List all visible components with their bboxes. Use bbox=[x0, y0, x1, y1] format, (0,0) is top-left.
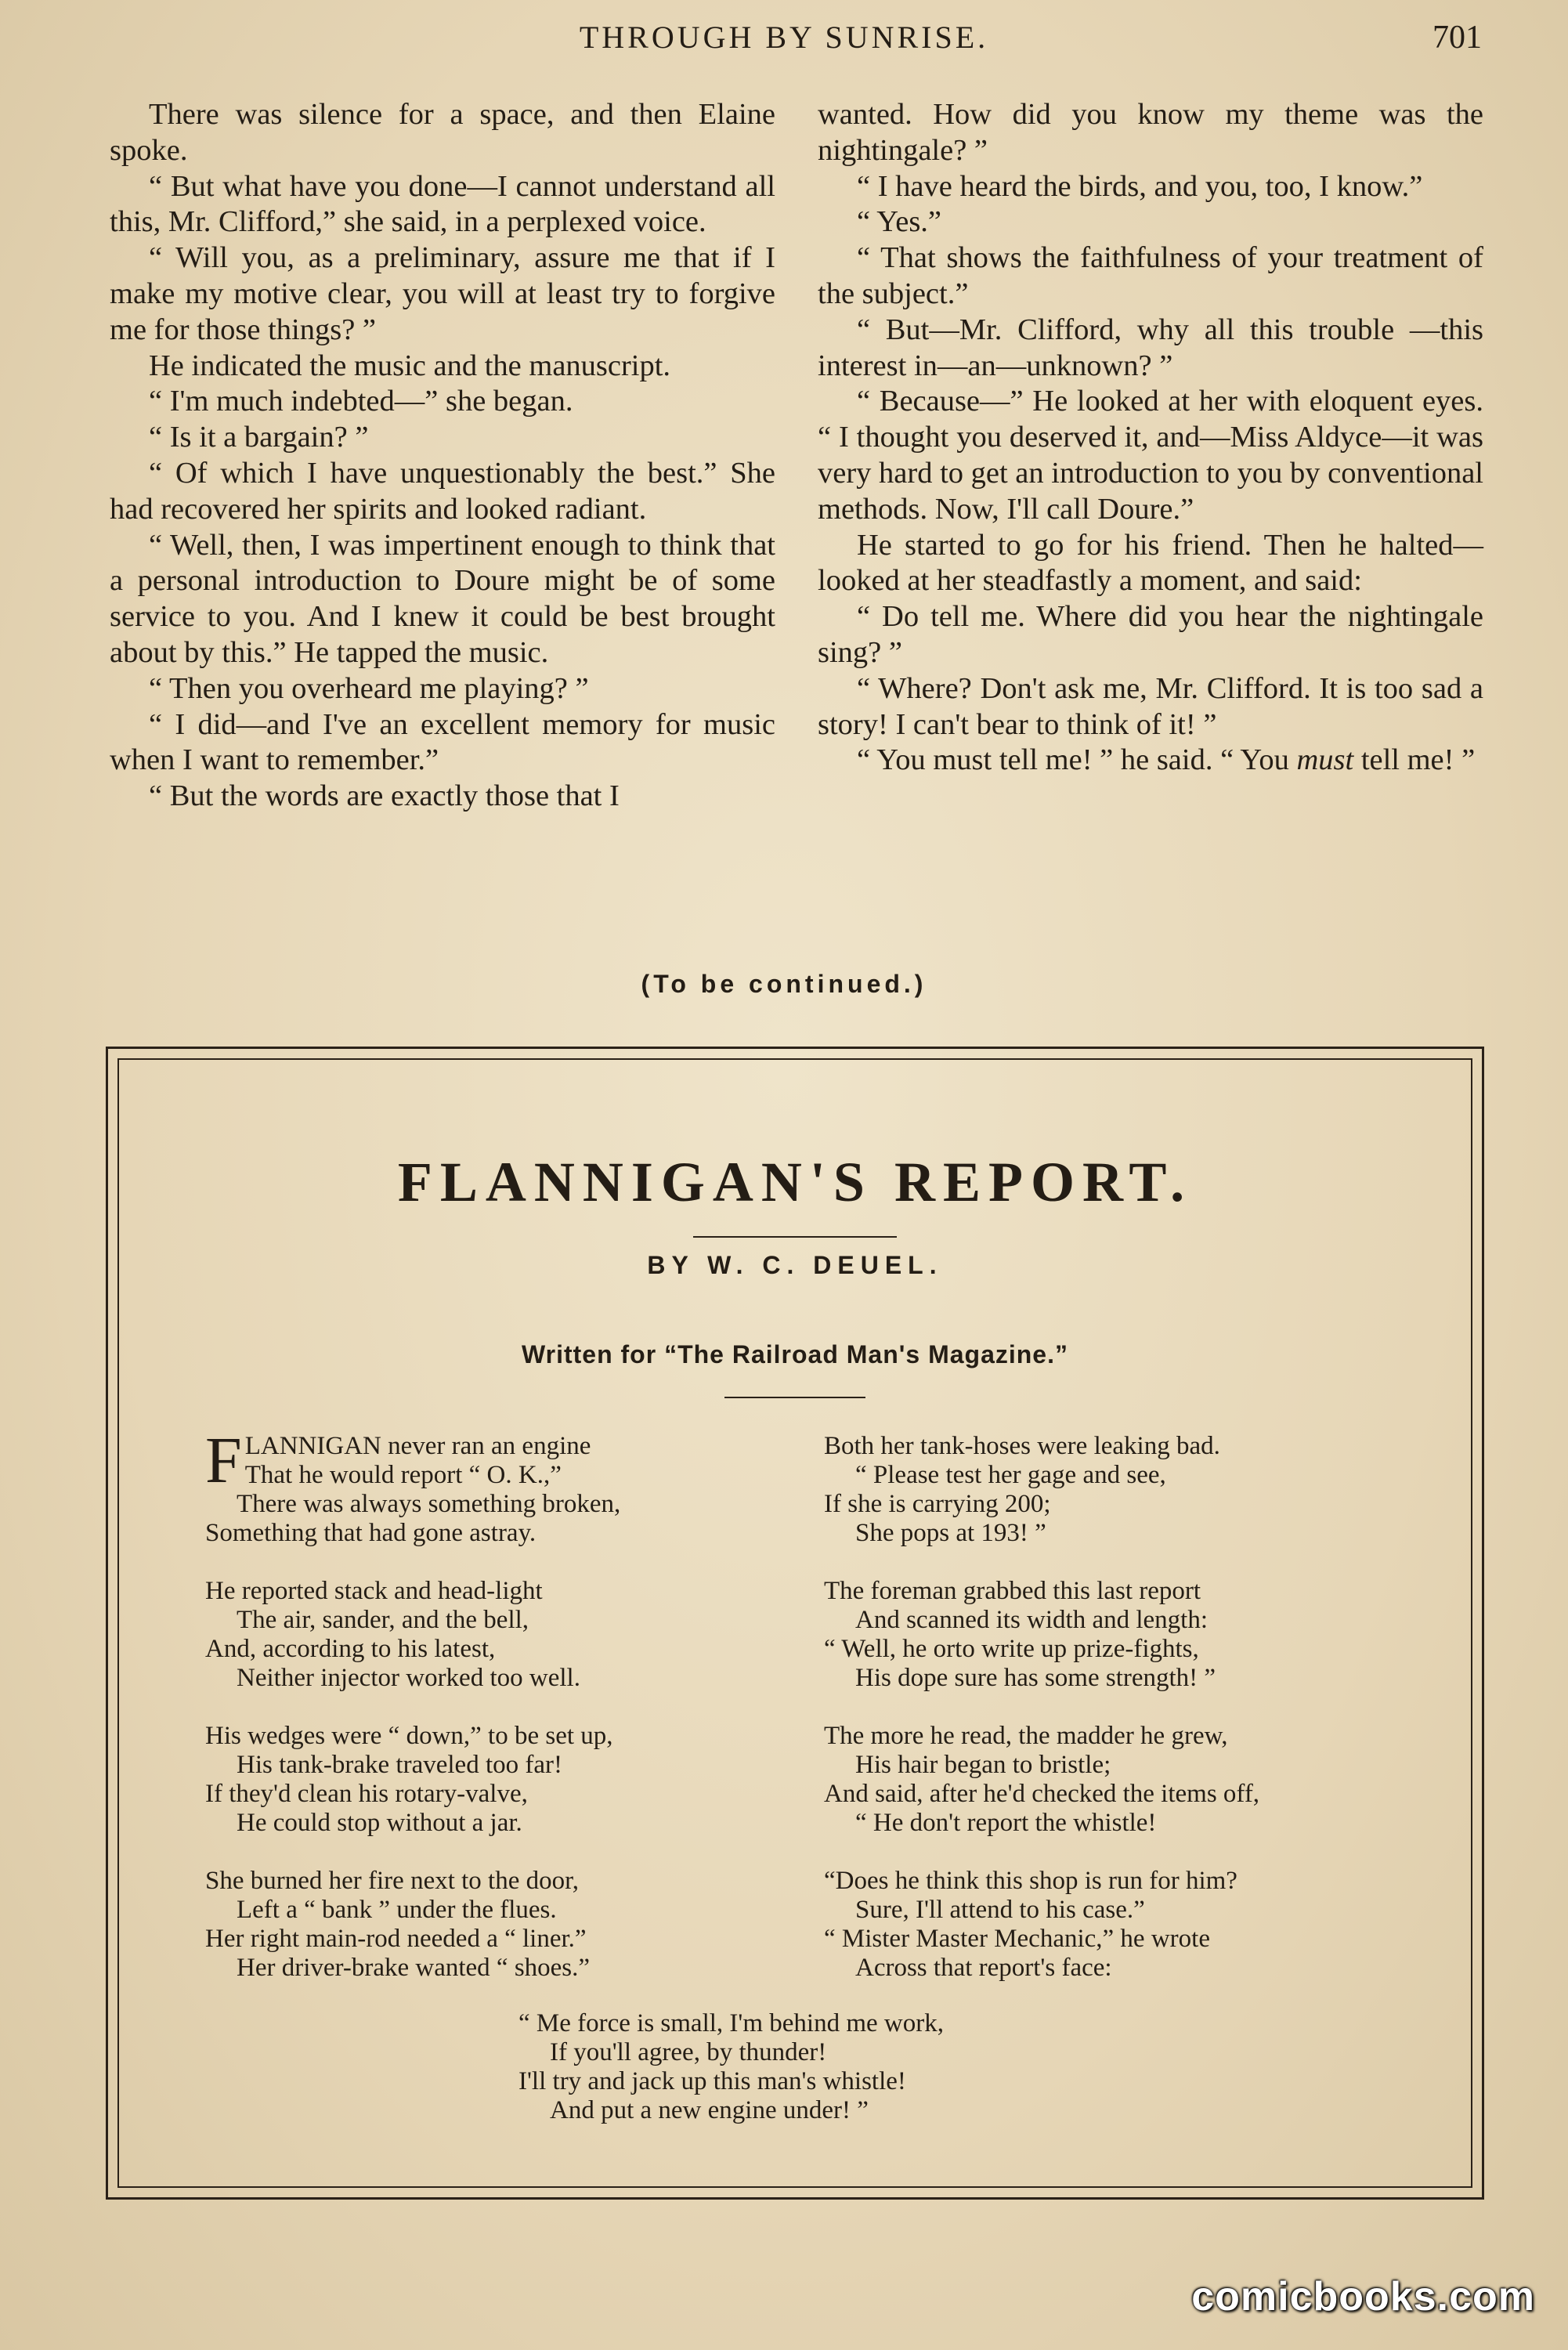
poem-final-stanza bbox=[518, 2009, 944, 2125]
story-paragraph: “ Well, then, I was impertinent enough to think that a personal introduction to Doure might be of some service to you. And I knew it could be best brought about by this.” He tapped the music. bbox=[110, 528, 775, 669]
byline-rule bbox=[724, 1397, 865, 1398]
to-be-continued: (To be continued.) bbox=[641, 970, 927, 998]
poem-line bbox=[824, 1751, 1451, 1780]
written-for-note: Written for “The Railroad Man's Magazine.” bbox=[522, 1340, 1068, 1368]
story-paragraph: “ But the words are exactly those that I bbox=[149, 779, 620, 813]
paragraph-text: He started to go for his friend. Then he halted—looked at her steadfastly a moment, and said: bbox=[818, 528, 1483, 598]
page-header bbox=[0, 19, 1568, 66]
paragraph-text: “ I have heard the birds, and you, too, I know.” bbox=[857, 169, 1423, 203]
poem-line bbox=[824, 1780, 1451, 1809]
poem-line bbox=[205, 1635, 832, 1664]
poem-line bbox=[205, 1809, 832, 1838]
poem-line-text: And said, after he'd checked the items off, bbox=[824, 1780, 1260, 1808]
poem-line-text: And, according to his latest, bbox=[205, 1635, 496, 1663]
poem-column-left bbox=[205, 1424, 832, 2012]
poem-line bbox=[824, 1925, 1451, 1954]
poem-line-text: LANNIGAN never ran an engine bbox=[244, 1432, 591, 1460]
poem-line-text: “ Me force is small, I'm behind me work, bbox=[518, 2009, 944, 2037]
poem-line-text: “Does he think this shop is run for him? bbox=[824, 1867, 1237, 1895]
poem-line-text: “ Mister Master Mechanic,” he wrote bbox=[824, 1925, 1210, 1953]
drop-cap-letter: F bbox=[205, 1424, 242, 1497]
poem-stanza bbox=[205, 1867, 832, 1983]
paragraph-text: “ Yes.” bbox=[857, 205, 942, 239]
poem-line bbox=[824, 1954, 1451, 1983]
poem-line bbox=[824, 1577, 1451, 1606]
poem-line bbox=[824, 1519, 1451, 1548]
poem-line-text: “ Well, he orto write up prize-fights, bbox=[824, 1635, 1199, 1663]
poem-line bbox=[518, 2009, 944, 2038]
paragraph-text: “ That shows the faithfulness of your treatment of the subject.” bbox=[818, 241, 1483, 310]
paragraph-tail: tell me! ” bbox=[1360, 743, 1476, 777]
poem-line-text: His hair began to bristle; bbox=[855, 1751, 1111, 1779]
story-paragraph bbox=[818, 671, 1483, 743]
poem-line bbox=[518, 2038, 944, 2067]
watermark: comicbooks.com bbox=[1191, 2274, 1535, 2319]
story-paragraph bbox=[818, 240, 1483, 313]
poem-line-text: Her driver-brake wanted “ shoes.” bbox=[237, 1954, 591, 1982]
poem-box bbox=[106, 1047, 1484, 2200]
poem-line-text: Both her tank-hoses were leaking bad. bbox=[824, 1432, 1220, 1460]
page-number: 701 bbox=[1433, 20, 1482, 56]
poem-stanza bbox=[824, 1722, 1451, 1838]
poem-line bbox=[824, 1490, 1451, 1519]
story-paragraph: “ Of which I have unquestionably the best.” She had recovered her spirits and looked radiant. bbox=[110, 456, 775, 526]
poem-line bbox=[205, 1751, 832, 1780]
poem-line-text: His wedges were “ down,” to be set up, bbox=[205, 1722, 613, 1750]
poem-line bbox=[824, 1606, 1451, 1635]
poem-stanza bbox=[824, 1867, 1451, 1983]
poem-title: FLANNIGAN'S REPORT. bbox=[397, 1151, 1193, 1213]
story-paragraph bbox=[818, 528, 1483, 600]
poem-line-text: Her right main-rod needed a “ liner.” bbox=[205, 1925, 587, 1953]
poem-line-text: Neither injector worked too well. bbox=[237, 1664, 580, 1692]
poem-line bbox=[205, 1490, 832, 1519]
poem-line-text: “ Please test her gage and see, bbox=[855, 1461, 1166, 1489]
story-paragraph: “ Then you overheard me playing? ” bbox=[149, 671, 589, 705]
story-column-right bbox=[818, 97, 1483, 779]
poem-line bbox=[518, 2067, 944, 2096]
story-column-left bbox=[110, 97, 775, 815]
poem-line-text: Something that had gone astray. bbox=[205, 1519, 537, 1547]
poem-line-text: She burned her fire next to the door, bbox=[205, 1867, 580, 1895]
poem-line-text: I'll try and jack up this man's whistle! bbox=[518, 2067, 906, 2095]
poem-line-text: If she is carrying 200; bbox=[824, 1490, 1051, 1518]
poem-line bbox=[824, 1867, 1451, 1896]
poem-line-text: The more he read, the madder he grew, bbox=[824, 1722, 1228, 1750]
story-paragraph bbox=[818, 743, 1483, 779]
poem-line bbox=[824, 1896, 1451, 1925]
paragraph-text: wanted. How did you know my theme was the nightingale? ” bbox=[818, 98, 1483, 167]
running-title: THROUGH BY SUNRISE. bbox=[579, 20, 989, 55]
poem-line-text: His tank-brake traveled too far! bbox=[237, 1751, 562, 1779]
poem-stanza bbox=[205, 1577, 832, 1693]
poem-line-text: The foreman grabbed this last report bbox=[824, 1577, 1201, 1605]
paragraph-text: “ But—Mr. Clifford, why all this trouble —this interest in—an—unknown? ” bbox=[818, 313, 1483, 382]
poem-line bbox=[205, 1896, 832, 1925]
poem-line-text: If you'll agree, by thunder! bbox=[550, 2038, 827, 2066]
story-paragraph: “ But what have you done—I cannot understand all this, Mr. Clifford,” she said, in a perplexed voice. bbox=[110, 169, 775, 239]
story-paragraph bbox=[818, 204, 1483, 240]
poem-line bbox=[824, 1432, 1451, 1461]
poem-line bbox=[205, 1606, 832, 1635]
paragraph-text: “ Do tell me. Where did you hear the nightingale sing? ” bbox=[818, 600, 1483, 669]
story-paragraph: “ I did—and I've an excellent memory for music when I want to remember.” bbox=[110, 707, 775, 777]
poem-line bbox=[205, 1722, 832, 1751]
poem-line bbox=[205, 1577, 832, 1606]
poem-line bbox=[205, 1954, 832, 1983]
poem-stanza bbox=[205, 1722, 832, 1838]
story-paragraph bbox=[818, 169, 1483, 205]
poem-line bbox=[205, 1780, 832, 1809]
poem-line-text: He could stop without a jar. bbox=[237, 1809, 522, 1837]
poem-byline: BY W. C. DEUEL. bbox=[647, 1251, 943, 1279]
poem-line bbox=[824, 1461, 1451, 1490]
story-paragraph: There was silence for a space, and then Elaine spoke. bbox=[110, 98, 775, 167]
poem-column-right bbox=[824, 1432, 1451, 2012]
poem-line bbox=[518, 2096, 944, 2125]
story-paragraph: “ I'm much indebted—” she began. bbox=[149, 385, 573, 418]
story-paragraph bbox=[818, 384, 1483, 527]
poem-line bbox=[205, 1519, 832, 1548]
title-rule bbox=[693, 1236, 897, 1238]
poem-line-text: His dope sure has some strength! ” bbox=[855, 1664, 1216, 1692]
poem-line bbox=[205, 1461, 832, 1490]
poem-stanza bbox=[824, 1432, 1451, 1548]
poem-line bbox=[824, 1722, 1451, 1751]
poem-line bbox=[824, 1664, 1451, 1693]
poem-box-inner-border bbox=[117, 1058, 1472, 2188]
poem-line bbox=[205, 1664, 832, 1693]
poem-line-text: Across that report's face: bbox=[855, 1954, 1112, 1982]
poem-line-text: And scanned its width and length: bbox=[855, 1606, 1209, 1634]
paragraph-text: “ Because—” He looked at her with eloquent eyes. “ I thought you deserved it, and—Miss Aldyce—it was very hard to get an introduction to you by conventional methods. Now, I'll call Doure.” bbox=[818, 385, 1484, 526]
poem-line-text: Left a “ bank ” under the flues. bbox=[237, 1896, 557, 1924]
poem-line-text: If they'd clean his rotary-valve, bbox=[205, 1780, 528, 1808]
paragraph-text: “ Where? Don't ask me, Mr. Clifford. It is too sad a story! I can't bear to think of it! ” bbox=[818, 671, 1483, 741]
poem-line-text: The air, sander, and the bell, bbox=[237, 1606, 529, 1634]
poem-line-text: And put a new engine under! ” bbox=[550, 2096, 869, 2124]
emphasis-word: must bbox=[1296, 743, 1354, 777]
poem-line-text: There was always something broken, bbox=[237, 1490, 621, 1518]
poem-line bbox=[824, 1809, 1451, 1838]
story-paragraph bbox=[818, 313, 1483, 385]
story-paragraph: “ Is it a bargain? ” bbox=[149, 421, 369, 454]
poem-line-text: “ He don't report the whistle! bbox=[855, 1809, 1157, 1837]
poem-line-text: He reported stack and head-light bbox=[205, 1577, 543, 1605]
poem-line-text: That he would report “ O. K.,” bbox=[244, 1461, 562, 1489]
poem-line-text: Sure, I'll attend to his case.” bbox=[855, 1896, 1145, 1924]
poem-line bbox=[205, 1925, 832, 1954]
poem-line-text: She pops at 193! ” bbox=[855, 1519, 1046, 1547]
story-paragraph bbox=[818, 97, 1483, 169]
poem-stanza bbox=[824, 1577, 1451, 1693]
poem-line bbox=[824, 1635, 1451, 1664]
story-paragraph bbox=[818, 599, 1483, 671]
story-paragraph: “ Will you, as a preliminary, assure me that if I make my motive clear, you will at least try to forgive me for those things? ” bbox=[110, 241, 775, 346]
poem-line bbox=[205, 1867, 832, 1896]
paragraph-text: “ You must tell me! ” he said. “ You bbox=[857, 743, 1289, 777]
story-paragraph: He indicated the music and the manuscript. bbox=[149, 349, 671, 382]
poem-stanza bbox=[205, 1424, 832, 1548]
